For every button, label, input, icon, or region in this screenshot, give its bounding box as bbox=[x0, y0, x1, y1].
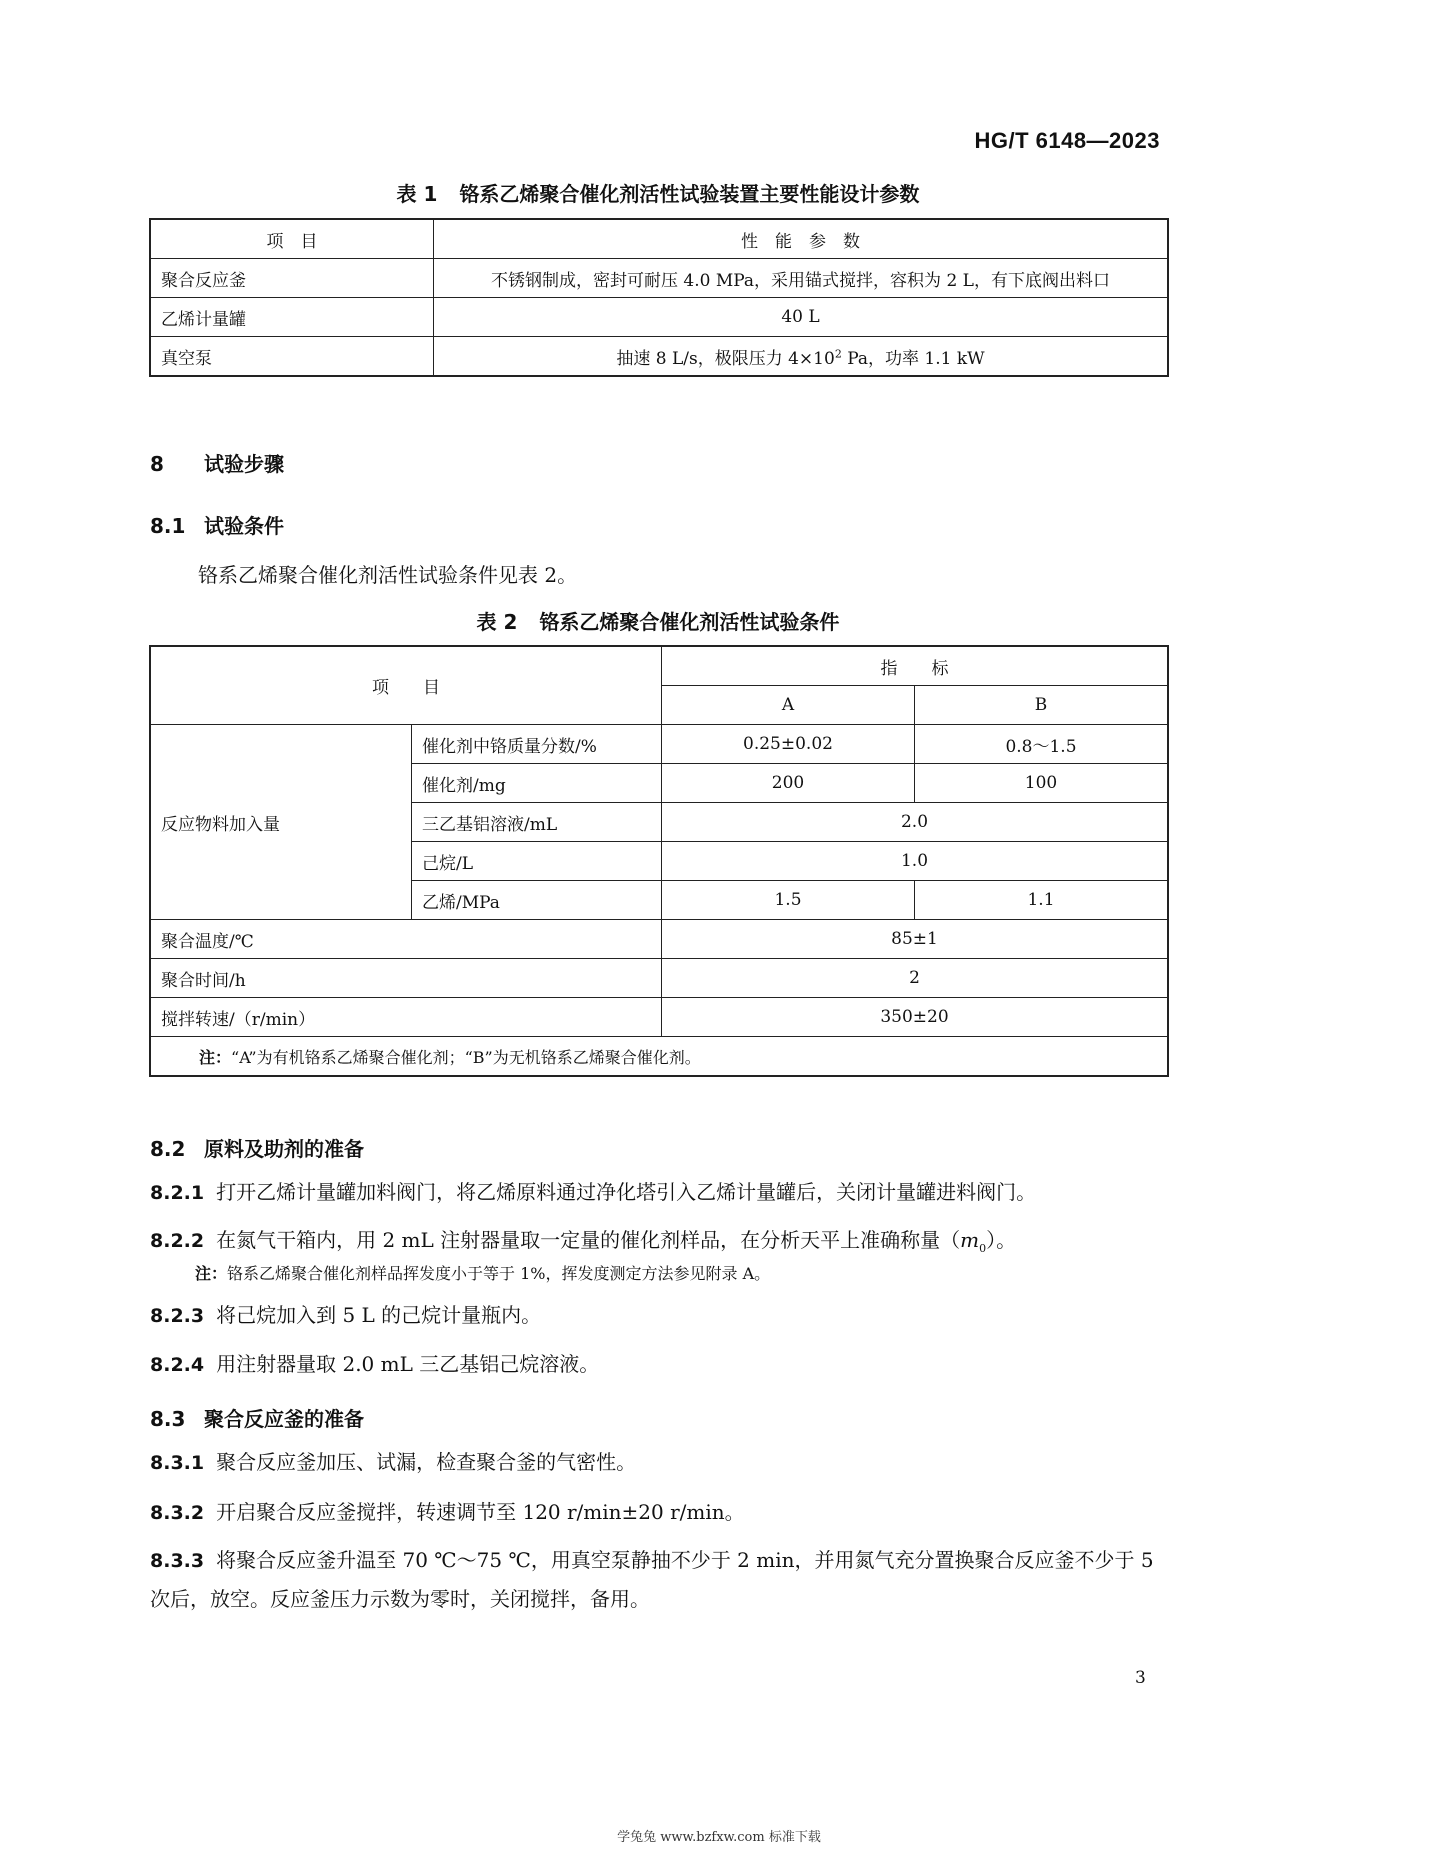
table2-cell-ab: 350±20 bbox=[662, 998, 1169, 1037]
table2-cell-item: 己烷/L bbox=[412, 842, 662, 881]
param-text: 抽速 8 L/s，极限压力 4×10 bbox=[616, 348, 835, 369]
section-title: 试验步骤 bbox=[204, 452, 284, 476]
table2-cell-item: 催化剂中铬质量分数/% bbox=[412, 725, 662, 764]
section-8-heading bbox=[150, 448, 284, 477]
section-8-3-heading bbox=[150, 1403, 364, 1432]
clause-text: 聚合反应釜加压、试漏，检查聚合釜的气密性。 bbox=[216, 1450, 637, 1474]
note-text: “A”为有机铬系乙烯聚合催化剂；“B”为无机铬系乙烯聚合催化剂。 bbox=[231, 1047, 701, 1067]
clause-text: ）。 bbox=[986, 1228, 1017, 1252]
table1-cell-param: 不锈钢制成，密封可耐压 4.0 MPa，采用锚式搅拌，容积为 2 L，有下底阀出料口 bbox=[434, 259, 1169, 298]
table2-caption-title: 铬系乙烯聚合催化剂活性试验条件 bbox=[539, 610, 840, 634]
section-title: 试验条件 bbox=[204, 514, 284, 538]
clause-8-2-1 bbox=[150, 1173, 1175, 1212]
table2-cell-a: 200 bbox=[662, 764, 915, 803]
table-note-row bbox=[150, 1037, 1168, 1077]
table2 bbox=[149, 645, 1169, 1077]
table2-cell-ab: 2.0 bbox=[662, 803, 1169, 842]
clause-number: 8.3.2 bbox=[150, 1502, 205, 1524]
table-row bbox=[150, 998, 1168, 1037]
section-number: 8.3 bbox=[150, 1407, 186, 1431]
table1-cell-param: 40 L bbox=[434, 298, 1169, 337]
table2-cell-ab: 1.0 bbox=[662, 842, 1169, 881]
param-text: Pa，功率 1.1 kW bbox=[841, 348, 985, 369]
table1-caption bbox=[148, 178, 1168, 207]
section-8-1-heading bbox=[150, 510, 284, 539]
table2-note bbox=[150, 1037, 1168, 1077]
clause-number: 8.2.3 bbox=[150, 1305, 205, 1327]
table2-group-label: 反应物料加入量 bbox=[150, 725, 412, 920]
section-number: 8 bbox=[150, 452, 164, 476]
table2-cell-item: 乙烯/MPa bbox=[412, 881, 662, 920]
clause-8-2-3 bbox=[150, 1296, 1175, 1335]
section-8-1-text: 铬系乙烯聚合催化剂活性试验条件见表 2。 bbox=[198, 563, 578, 587]
table2-cell-item: 聚合时间/h bbox=[150, 959, 662, 998]
footer-watermark-text: 学兔兔 www.bzfxw.com 标准下载 bbox=[617, 1830, 821, 1845]
clause-number: 8.2.2 bbox=[150, 1230, 205, 1252]
note-label: 注： bbox=[199, 1047, 232, 1067]
table2-header-b: B bbox=[915, 686, 1169, 725]
table2-cell-ab: 85±1 bbox=[662, 920, 1169, 959]
table2-header-item: 项 目 bbox=[150, 646, 662, 725]
clause-text: 将聚合反应釜升温至 70 ℃～75 ℃，用真空泵静抽不少于 2 min，并用氮气充分置换聚合反应釜不少于 5 次后，放空。反应釜压力示数为零时，关闭搅拌，备用。 bbox=[150, 1548, 1154, 1611]
table2-header-index: 指 标 bbox=[662, 646, 1169, 686]
clause-number: 8.3.1 bbox=[150, 1452, 205, 1474]
table2-cell-b: 0.8～1.5 bbox=[915, 725, 1169, 764]
table-row bbox=[150, 337, 1168, 377]
table2-caption bbox=[148, 606, 1168, 635]
table-header-row bbox=[150, 646, 1168, 686]
table1-cell-item: 乙烯计量罐 bbox=[150, 298, 434, 337]
clause-number: 8.2.4 bbox=[150, 1354, 205, 1376]
section-number: 8.2 bbox=[150, 1137, 186, 1161]
clause-subscript: 0 bbox=[979, 1242, 987, 1255]
page-number: 3 bbox=[1135, 1668, 1146, 1688]
table1-caption-number: 表 1 bbox=[396, 182, 438, 206]
table2-cell-b: 100 bbox=[915, 764, 1169, 803]
table2-cell-item: 聚合温度/℃ bbox=[150, 920, 662, 959]
table-row bbox=[150, 298, 1168, 337]
param-superscript: 2 bbox=[834, 346, 842, 360]
table-row bbox=[150, 920, 1168, 959]
standard-code: HG/T 6148—2023 bbox=[974, 128, 1160, 153]
clause-number: 8.2.1 bbox=[150, 1182, 205, 1204]
section-number: 8.1 bbox=[150, 514, 186, 538]
section-title: 聚合反应釜的准备 bbox=[204, 1407, 364, 1431]
clause-variable: m bbox=[960, 1228, 980, 1252]
section-8-2-heading bbox=[150, 1133, 364, 1162]
clause-8-3-2 bbox=[150, 1493, 1175, 1532]
note-text: 铬系乙烯聚合催化剂样品挥发度小于等于 1%，挥发度测定方法参见附录 A。 bbox=[227, 1264, 771, 1283]
table1-cell-param bbox=[434, 337, 1169, 377]
section-title: 原料及助剂的准备 bbox=[204, 1137, 364, 1161]
clause-text: 打开乙烯计量罐加料阀门，将乙烯原料通过净化塔引入乙烯计量罐后，关闭计量罐进料阀门。 bbox=[216, 1180, 1037, 1204]
clause-text: 在氮气干箱内，用 2 mL 注射器量取一定量的催化剂样品，在分析天平上准确称量（ bbox=[216, 1228, 961, 1252]
table-row bbox=[150, 959, 1168, 998]
table1-cell-item: 真空泵 bbox=[150, 337, 434, 377]
clause-8-3-3 bbox=[150, 1541, 1175, 1618]
table2-header-a: A bbox=[662, 686, 915, 725]
table-header-row bbox=[150, 219, 1168, 259]
table2-cell-ab: 2 bbox=[662, 959, 1169, 998]
table1 bbox=[149, 218, 1169, 377]
table2-cell-a: 0.25±0.02 bbox=[662, 725, 915, 764]
clause-number: 8.3.3 bbox=[150, 1550, 205, 1572]
table-row bbox=[150, 725, 1168, 764]
table2-cell-item: 催化剂/mg bbox=[412, 764, 662, 803]
note-label: 注： bbox=[195, 1264, 228, 1283]
clause-8-2-2-note bbox=[195, 1261, 770, 1284]
table2-cell-item: 三乙基铝溶液/mL bbox=[412, 803, 662, 842]
clause-text: 开启聚合反应釜搅拌，转速调节至 120 r/min±20 r/min。 bbox=[216, 1500, 745, 1524]
table2-cell-a: 1.5 bbox=[662, 881, 915, 920]
clause-text: 将己烷加入到 5 L 的己烷计量瓶内。 bbox=[216, 1303, 542, 1327]
table-row bbox=[150, 259, 1168, 298]
table1-caption-title: 铬系乙烯聚合催化剂活性试验装置主要性能设计参数 bbox=[459, 182, 920, 206]
clause-8-2-4 bbox=[150, 1345, 1175, 1384]
table2-caption-number: 表 2 bbox=[476, 610, 518, 634]
table1-header-item: 项 目 bbox=[150, 219, 434, 259]
table2-cell-item: 搅拌转速/（r/min） bbox=[150, 998, 662, 1037]
table1-header-param: 性 能 参 数 bbox=[434, 219, 1169, 259]
clause-8-3-1 bbox=[150, 1443, 1175, 1482]
table1-cell-item: 聚合反应釜 bbox=[150, 259, 434, 298]
table2-cell-b: 1.1 bbox=[915, 881, 1169, 920]
clause-text: 用注射器量取 2.0 mL 三乙基铝己烷溶液。 bbox=[216, 1352, 600, 1376]
